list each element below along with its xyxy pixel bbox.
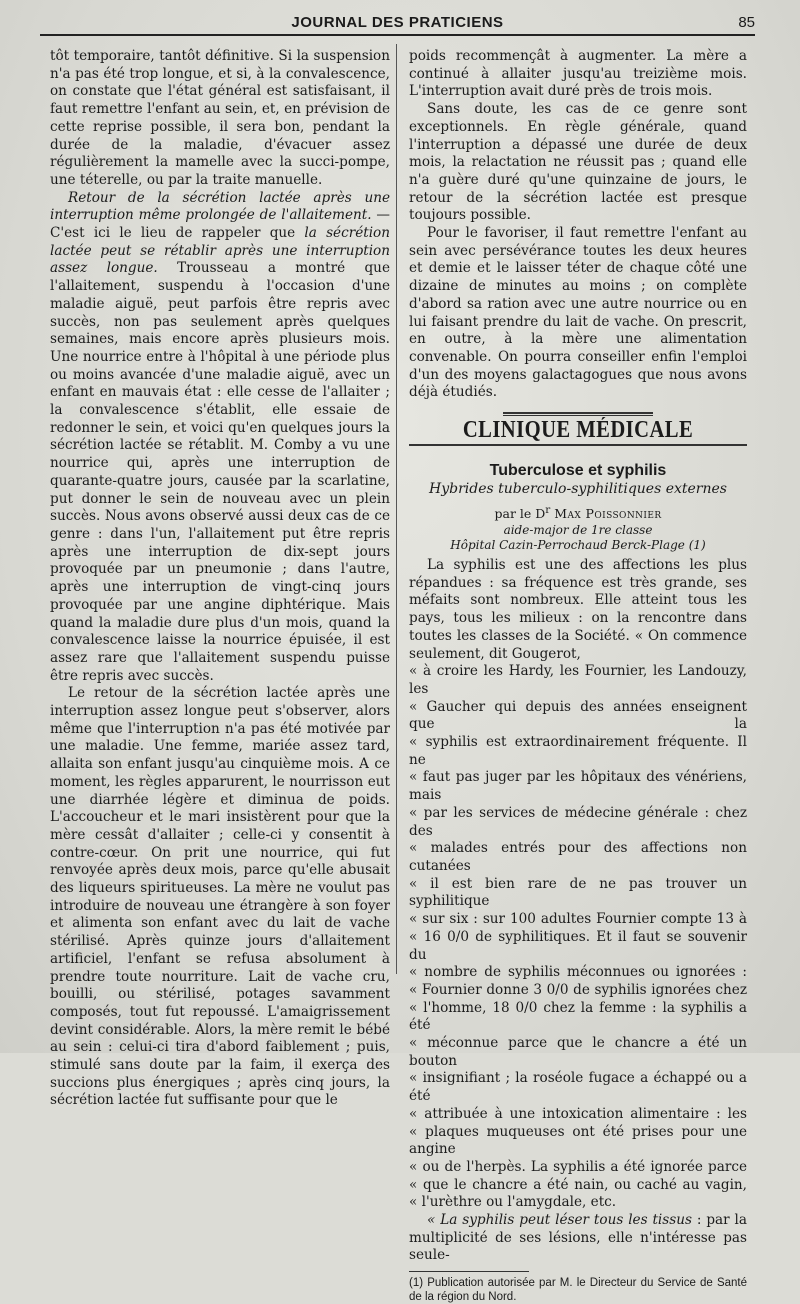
paragraph xyxy=(50,190,390,686)
quote-line: « que le chancre a été nain, ou caché au vagin, xyxy=(409,1176,747,1193)
quote-line: « sur six : sur 100 adultes Fournier compte 13 à xyxy=(409,911,747,928)
paragraph: La syphilis est une des affections les plus répandues : sa fréquence est très grande, ses méfaits sont nombreux. Elle atteint tous les pays, tous les milieux : on la rencontre dans toutes les classes de la Société. « On commence seulement, dit Gougerot, xyxy=(409,557,747,662)
quote-line: « il est bien rare de ne pas trouver un syphilitique xyxy=(409,875,747,910)
quote-line: « Fournier donne 3 0/0 de syphilis ignorées chez xyxy=(409,981,747,998)
quote-line: « malades entrés pour des affections non cutanées xyxy=(409,840,747,874)
quote-block xyxy=(409,663,747,1212)
left-column xyxy=(50,48,390,1110)
quote-line: « 16 0/0 de syphilitiques. Et il faut se souvenir du xyxy=(409,928,747,963)
byline-prefix: par le D xyxy=(494,506,546,522)
quote-line: « faut pas juger par les hôpitaux des vénériens, mais xyxy=(409,769,747,804)
italic-heading: Retour de la sécrétion lactée après une interruption même prolongée de l'allaitement. xyxy=(50,189,390,224)
quote-line: « attribuée à une intoxication alimentaire : les xyxy=(409,1105,747,1122)
column-divider xyxy=(396,44,397,974)
text-run: : par la multiplicité de ses lésions, elle n'intéresse pas seule- xyxy=(409,1212,747,1264)
quote-line: « insignifiant ; la roséole fugace a échappé ou a été xyxy=(409,1070,747,1105)
quote-line: « par les services de médecine générale : chez des xyxy=(409,804,747,839)
quote-line: « ou de l'herpès. La syphilis a été ignorée parce xyxy=(409,1158,747,1175)
section-heading: CLINIQUE MÉDICALE xyxy=(462,417,694,444)
paragraph xyxy=(409,1212,747,1265)
author-rank: aide-major de 1re classe xyxy=(503,523,653,538)
paragraph: tôt temporaire, tantôt définitive. Si la suspension n'a pas été trop longue, et si, à la convalescence, on constate que l'état général est satisfaisant, il faut remettre l'enfant au sein, et, en prévision de cette reprise possible, il sera bon, pendant la durée de la maladie, d'évacuer assez régulièrement la mamelle avec la succi-pompe, une téterelle, ou par la traite manuelle. xyxy=(50,48,390,188)
paragraph: Pour le favoriser, il faut remettre l'enfant au sein avec persévérance toutes les deux heures et demie et le laisser téter de chaque côté une dizaine de minutes au moins ; on complète d'abord sa ration avec une autre nourrice ou en lui faisant prendre du lait de vache. On prescrit, en outre, à la mère une alimentation convenable. On pourra conseiller enfin l'emploi d'un des moyens galactagogues que nous avons déjà étudiés. xyxy=(409,225,747,401)
article-title: Tuberculose et syphilis xyxy=(489,461,667,479)
quote-line: « méconnue parce que le chancre a été un bouton xyxy=(409,1035,747,1069)
italic-run: la sécrétion lactée peut se rétablir après une interruption assez longue. xyxy=(50,225,391,277)
quote-line: « plaques muqueuses ont été prises pour une angine xyxy=(409,1123,747,1158)
quote-line: « l'homme, 18 0/0 chez la femme : la syphilis a été xyxy=(409,999,747,1034)
article-subtitle: Hybrides tuberculo-syphilitiques externes xyxy=(429,481,727,498)
paragraph: Le retour de la sécrétion lactée après une interruption assez longue peut s'observer, alors même que l'interruption n'a pas été motivée par une maladie. Une femme, mariée assez tard, allaita son enfant jusqu'au cinquième mois. A ce moment, les règles apparurent, le nourrisson eut une diarrhée légère et diminua de poids. L'accoucheur et le mari insistèrent pour que la mère cessât d'allaiter ; celle-ci y consentit à contre-cœur. On prit une nourrice, qui fut renvoyée après deux mois, parce qu'elle abusait des liqueurs spiritueuses. La mère ne voulut pas introduire de nouveau une étrangère à son foyer et alimenta son enfant avec du lait de vache stérilisé. Après quinze jours d'allaitement artificiel, l'enfant se refusa absolument à prendre toute nourriture. Lait de vache cru, bouilli, ou stérilisé, potages savamment composés, tout fut repoussé. L'amaigrissement devint considérable. Alors, la mère remit le bébé au sein : celui-ci tira d'abord faiblement ; puis, stimulé sans doute par la faim, il exerça des succions plus énergiques ; après cinq jours, la sécrétion lactée fut suffisante pour que le xyxy=(50,685,390,1109)
quote-line: « Gaucher qui depuis des années enseignent que la xyxy=(409,698,747,733)
text-run: Trousseau a montré que l'allaitement, suspendu à l'occasion d'une maladie aiguë, peut parfois être repris avec succès, non pas seulement après quelques semaines, mais encore après plusieurs mois. Une nourrice entre à l'hôpital à une période plus ou moins avancée d'une maladie aiguë, avec un enfant en mauvais état : elle cesse de l'allaiter ; la convalescence s'établit, elle essaie de redonner le sein, et voici qu'en quelques jours la sécrétion lactée se rétablit. M. Comby a vu une nourrice qui, après une interruption de quarante-quatre jours, causée par la scarlatine, put donner le sein de nouveau avec un plein succès. Nous avons observé aussi deux cas de ce genre : dans l'un, l'allaitement put être repris après une interruption de dix-sept jours provoquée par un pneumonie ; dans l'autre, après une interruption de vingt-cinq jours provoquée par une angine diphtérique. Mais quand la maladie dure plus d'un mois, quand la convalescence laisse la nourrice épuisée, il est assez rare que l'allaitement suspendu puisse être repris avec succès. xyxy=(50,260,390,684)
text-run: — C'est ici le lieu de rappeler que xyxy=(50,207,390,242)
footnote: (1) Publication autorisée par M. le Directeur du Service de Santé de la région du Nord. xyxy=(409,1277,747,1304)
author-hospital: Hôpital Cazin-Perrochaud Berck-Plage (1) xyxy=(450,538,706,553)
quote-line: « à croire les Hardy, les Fournier, les Landouzy, les xyxy=(409,663,747,697)
quote-line: « l'urèthre ou l'amygdale, etc. xyxy=(409,1194,617,1211)
heading-rule xyxy=(409,444,747,446)
journal-title: JOURNAL DES PRATICIENS xyxy=(291,14,504,31)
right-column xyxy=(409,48,747,1304)
quote-line: « nombre de syphilis méconnues ou ignorées : xyxy=(409,964,747,981)
page-number: 85 xyxy=(738,14,755,31)
section-rule xyxy=(503,412,653,416)
byline-sup: r xyxy=(545,504,551,517)
quote-line: « syphilis est extraordinairement fréquente. Il ne xyxy=(409,734,747,768)
author-name: Max Poissonnier xyxy=(554,506,662,522)
byline xyxy=(409,502,747,523)
paragraph: poids recommençât à augmenter. La mère a continué à allaiter jusqu'au treizième mois. L'interruption avait duré près de trois mois. xyxy=(409,48,747,100)
footnote-rule xyxy=(409,1271,529,1272)
paragraph: Sans doute, les cas de ce genre sont exceptionnels. En règle générale, quand l'interruption a dépassé une durée de deux mois, la relactation ne réussit pas ; quand elle n'a guère duré qu'une quinzaine de jours, le retour de la sécrétion lactée est presque toujours possible. xyxy=(409,101,747,224)
running-header xyxy=(40,10,755,36)
italic-run: « La syphilis peut léser tous les tissus xyxy=(427,1212,692,1229)
